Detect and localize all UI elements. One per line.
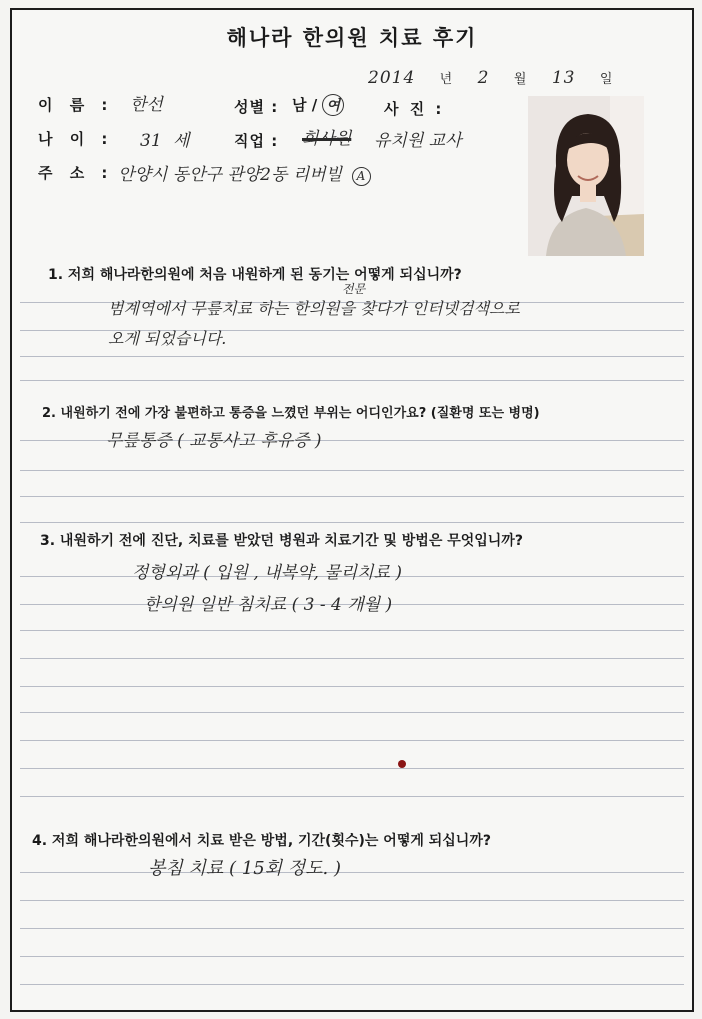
job-label: 직업 :: [234, 132, 279, 150]
age-value: 31: [140, 131, 162, 151]
date-day: 13: [551, 68, 576, 88]
date-month: 2: [477, 68, 490, 88]
name-label: 이 름 :: [38, 96, 114, 114]
answer-1-insert: 전문: [342, 282, 366, 296]
address-field: [118, 160, 371, 186]
name-value: 한선: [130, 95, 163, 115]
date-year-unit: 년: [439, 72, 454, 87]
date-day-unit: 일: [599, 72, 614, 87]
answer-1-line-1: 범계역에서 무릎치료 하는 한의원을 찾다가 인터넷검색으로: [108, 299, 520, 318]
question-2: 2. 내원하기 전에 가장 불편하고 통증을 느꼈던 부위는 어디인가요? (질환명 또는 병명): [42, 406, 540, 421]
gender-label: 성별 :: [234, 98, 279, 116]
answer-3-line-1: 정형외과 ( 입원 , 내복약, 물리치료 ): [132, 563, 402, 583]
answer-1-line-2: 오게 되었습니다.: [108, 329, 227, 348]
gender-selected: 여: [322, 94, 344, 116]
address-label: 주 소 :: [38, 164, 114, 182]
date-year: 2014: [368, 68, 416, 88]
gender-field: [292, 94, 344, 116]
review-form: [10, 8, 694, 1012]
date-month-unit: 월: [513, 72, 528, 87]
question-4: 4. 저희 해나라한의원에서 치료 받은 방법, 기간(횟수)는 어떻게 되십니까?: [32, 833, 491, 849]
age-field: [140, 126, 189, 151]
gender-options: 남 /: [292, 96, 318, 114]
question-3: 3. 내원하기 전에 진단, 치료를 받았던 병원과 치료기간 및 방법은 무엇입니까?: [40, 533, 523, 549]
age-unit: 세: [173, 131, 190, 151]
question-1: 1. 저희 해나라한의원에 처음 내원하게 된 동기는 어떻게 되십니까?: [48, 267, 462, 283]
form-title: 해나라 한의원 치료 후기: [226, 26, 478, 50]
answer-3-line-2: 한의원 일반 침치료 ( 3 - 4 개월 ): [144, 595, 393, 615]
address-value: 안양시 동안구 관양2동 리버빌: [118, 165, 343, 185]
job-value: 유치원 교사: [374, 131, 462, 151]
ink-spot: [398, 760, 406, 768]
answer-2: 무릎통증 ( 교통사고 후유증 ): [106, 431, 322, 451]
photo-label: 사 진 :: [384, 100, 445, 118]
age-label: 나 이 :: [38, 130, 114, 148]
date-field: [368, 68, 631, 88]
job-struck-value: 회사원: [302, 129, 352, 149]
answer-4: 봉침 치료 ( 15회 정도. ): [148, 858, 341, 879]
address-mark: A: [352, 167, 371, 186]
patient-photo: [528, 96, 644, 256]
